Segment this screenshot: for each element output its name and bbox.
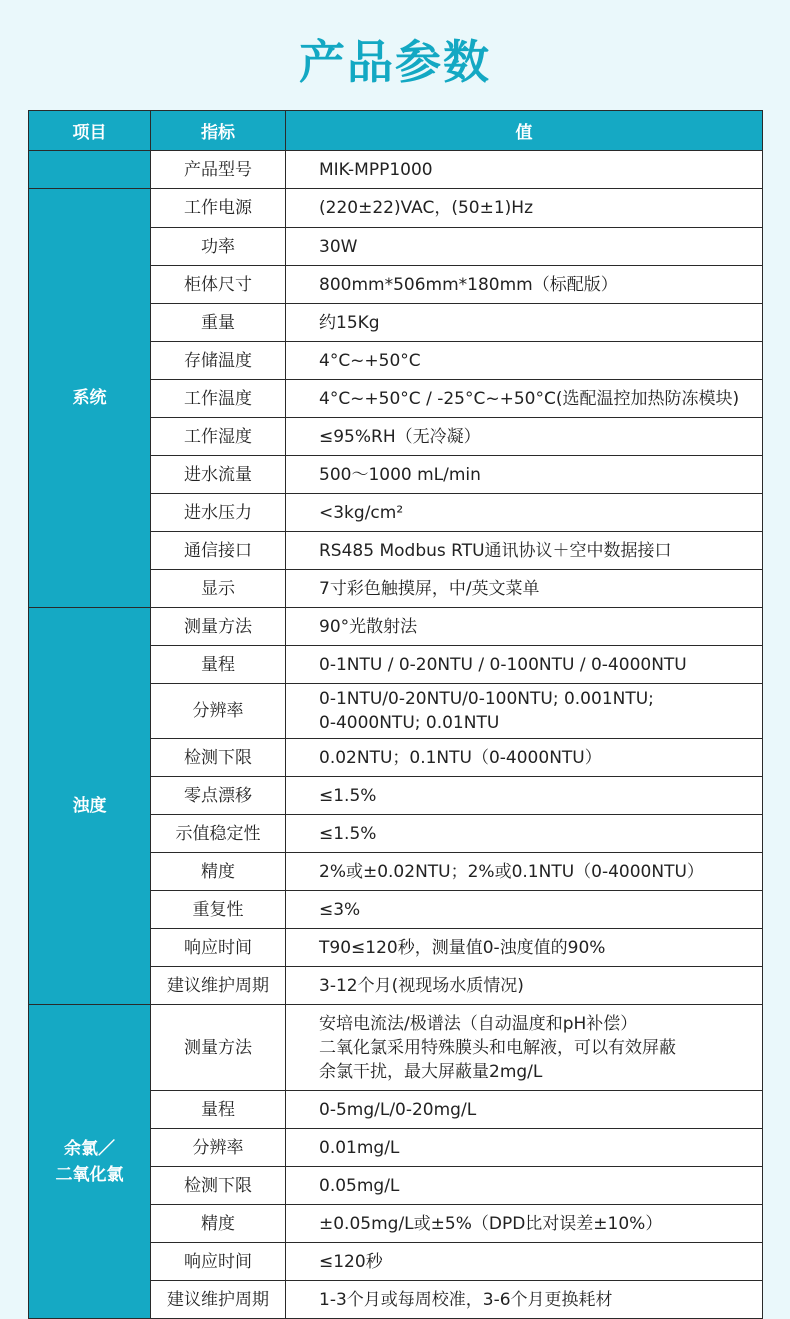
param-name: 检测下限 bbox=[151, 1167, 286, 1205]
param-name: 零点漂移 bbox=[151, 777, 286, 815]
group-label-cell bbox=[29, 1005, 151, 1319]
spec-table bbox=[28, 110, 763, 1319]
param-name: 重量 bbox=[151, 304, 286, 342]
param-value-line: ≤1.5% bbox=[319, 785, 377, 806]
param-value bbox=[286, 418, 763, 456]
param-value bbox=[286, 684, 763, 739]
group-label: 浊度 bbox=[72, 796, 107, 816]
param-value-line: 3-12个月(视现场水质情况) bbox=[319, 975, 524, 996]
param-value bbox=[286, 1129, 763, 1167]
param-value bbox=[286, 929, 763, 967]
param-value-line: 二氧化氯采用特殊膜头和电解液，可以有效屏蔽 bbox=[319, 1037, 676, 1058]
spec-body bbox=[29, 151, 763, 1319]
param-value bbox=[286, 646, 763, 684]
group-label-cell bbox=[29, 151, 151, 189]
param-name: 工作温度 bbox=[151, 380, 286, 418]
group-label-cell bbox=[29, 189, 151, 608]
param-name: 存储温度 bbox=[151, 342, 286, 380]
param-name: 测量方法 bbox=[151, 1005, 286, 1091]
page-title: 产品参数 bbox=[299, 35, 491, 89]
param-value-line: ≤1.5% bbox=[319, 823, 377, 844]
param-value bbox=[286, 532, 763, 570]
param-value-line: ≤120秒 bbox=[319, 1251, 383, 1272]
header-value: 值 bbox=[286, 111, 763, 151]
param-name: 建议维护周期 bbox=[151, 1281, 286, 1319]
param-name: 重复性 bbox=[151, 891, 286, 929]
param-value bbox=[286, 739, 763, 777]
param-name: 进水流量 bbox=[151, 456, 286, 494]
param-name: 分辨率 bbox=[151, 1129, 286, 1167]
param-name: 工作电源 bbox=[151, 189, 286, 228]
param-value bbox=[286, 1167, 763, 1205]
param-value bbox=[286, 494, 763, 532]
param-name: 产品型号 bbox=[151, 151, 286, 189]
param-value-line: 30W bbox=[319, 236, 358, 257]
param-name: 精度 bbox=[151, 853, 286, 891]
param-value bbox=[286, 815, 763, 853]
param-value-line: ≤95%RH（无冷凝） bbox=[319, 426, 481, 447]
param-value-line: ±0.05mg/L或±5%（DPD比对误差±10%） bbox=[319, 1213, 663, 1234]
param-value-line: RS485 Modbus RTU通讯协议＋空中数据接口 bbox=[319, 540, 672, 561]
table-row bbox=[29, 189, 763, 228]
param-value-line: 0.02NTU；0.1NTU（0-4000NTU） bbox=[319, 747, 602, 768]
group-label: 系统 bbox=[72, 388, 107, 408]
param-value-line: ≤3% bbox=[319, 899, 361, 920]
param-value-line: 90°光散射法 bbox=[319, 616, 418, 637]
param-value bbox=[286, 570, 763, 608]
param-value-line: 0-1NTU/0-20NTU/0-100NTU; 0.001NTU; bbox=[319, 689, 654, 709]
table-row bbox=[29, 151, 763, 189]
param-name: 示值稳定性 bbox=[151, 815, 286, 853]
param-name: 通信接口 bbox=[151, 532, 286, 570]
param-name: 响应时间 bbox=[151, 1243, 286, 1281]
param-value-line: (220±22)VAC，(50±1)Hz bbox=[319, 198, 533, 218]
param-value-line: 2%或±0.02NTU；2%或0.1NTU（0-4000NTU） bbox=[319, 861, 704, 882]
param-value bbox=[286, 608, 763, 646]
param-name: 响应时间 bbox=[151, 929, 286, 967]
param-name: 工作湿度 bbox=[151, 418, 286, 456]
param-value-line: T90≤120秒，测量值0-浊度值的90% bbox=[319, 937, 606, 958]
param-value-line: 7寸彩色触摸屏，中/英文菜单 bbox=[319, 578, 540, 599]
param-value bbox=[286, 456, 763, 494]
param-value-line: <3kg/cm² bbox=[319, 502, 404, 523]
param-value bbox=[286, 266, 763, 304]
param-value-line: 0-4000NTU; 0.01NTU bbox=[319, 713, 500, 733]
param-value-line: 0.01mg/L bbox=[319, 1137, 400, 1158]
param-value bbox=[286, 853, 763, 891]
param-name: 柜体尺寸 bbox=[151, 266, 286, 304]
param-value bbox=[286, 189, 763, 228]
param-value-line: MIK-MPP1000 bbox=[319, 159, 433, 180]
param-name: 检测下限 bbox=[151, 739, 286, 777]
param-value bbox=[286, 380, 763, 418]
param-name: 显示 bbox=[151, 570, 286, 608]
param-value-line: 安培电流法/极谱法（自动温度和pH补偿） bbox=[319, 1013, 638, 1034]
param-name: 精度 bbox=[151, 1205, 286, 1243]
table-header-row bbox=[29, 111, 763, 151]
param-value bbox=[286, 1005, 763, 1091]
param-value-line: 约15Kg bbox=[319, 312, 380, 333]
param-name: 量程 bbox=[151, 1091, 286, 1129]
header-index: 指标 bbox=[151, 111, 286, 151]
param-value-line: 4°C~+50°C bbox=[319, 350, 421, 371]
header-item: 项目 bbox=[29, 111, 151, 151]
param-value bbox=[286, 967, 763, 1005]
param-value bbox=[286, 1091, 763, 1129]
table-row bbox=[29, 1005, 763, 1091]
param-value bbox=[286, 151, 763, 189]
table-row bbox=[29, 608, 763, 646]
param-value-line: 0-1NTU / 0-20NTU / 0-100NTU / 0-4000NTU bbox=[319, 654, 687, 675]
param-value-line: 4°C~+50°C / -25°C~+50°C(选配温控加热防冻模块) bbox=[319, 388, 740, 409]
param-value bbox=[286, 1205, 763, 1243]
param-value bbox=[286, 228, 763, 266]
param-name: 测量方法 bbox=[151, 608, 286, 646]
group-label: 余氯／ 二氧化氯 bbox=[55, 1138, 124, 1185]
param-name: 分辨率 bbox=[151, 684, 286, 739]
param-value-line: 0-5mg/L/0-20mg/L bbox=[319, 1099, 477, 1120]
group-label-cell bbox=[29, 608, 151, 1005]
param-value-line: 800mm*506mm*180mm（标配版） bbox=[319, 274, 618, 295]
param-name: 进水压力 bbox=[151, 494, 286, 532]
param-value bbox=[286, 304, 763, 342]
param-name: 功率 bbox=[151, 228, 286, 266]
param-name: 建议维护周期 bbox=[151, 967, 286, 1005]
param-value bbox=[286, 777, 763, 815]
param-name: 量程 bbox=[151, 646, 286, 684]
param-value bbox=[286, 1243, 763, 1281]
param-value-line: 0.05mg/L bbox=[319, 1175, 400, 1196]
param-value-line: 1-3个月或每周校准，3-6个月更换耗材 bbox=[319, 1289, 613, 1310]
param-value-line: 500～1000 mL/min bbox=[319, 464, 481, 485]
param-value-line: 余氯干扰，最大屏蔽量2mg/L bbox=[319, 1061, 543, 1082]
param-value bbox=[286, 891, 763, 929]
param-value bbox=[286, 342, 763, 380]
